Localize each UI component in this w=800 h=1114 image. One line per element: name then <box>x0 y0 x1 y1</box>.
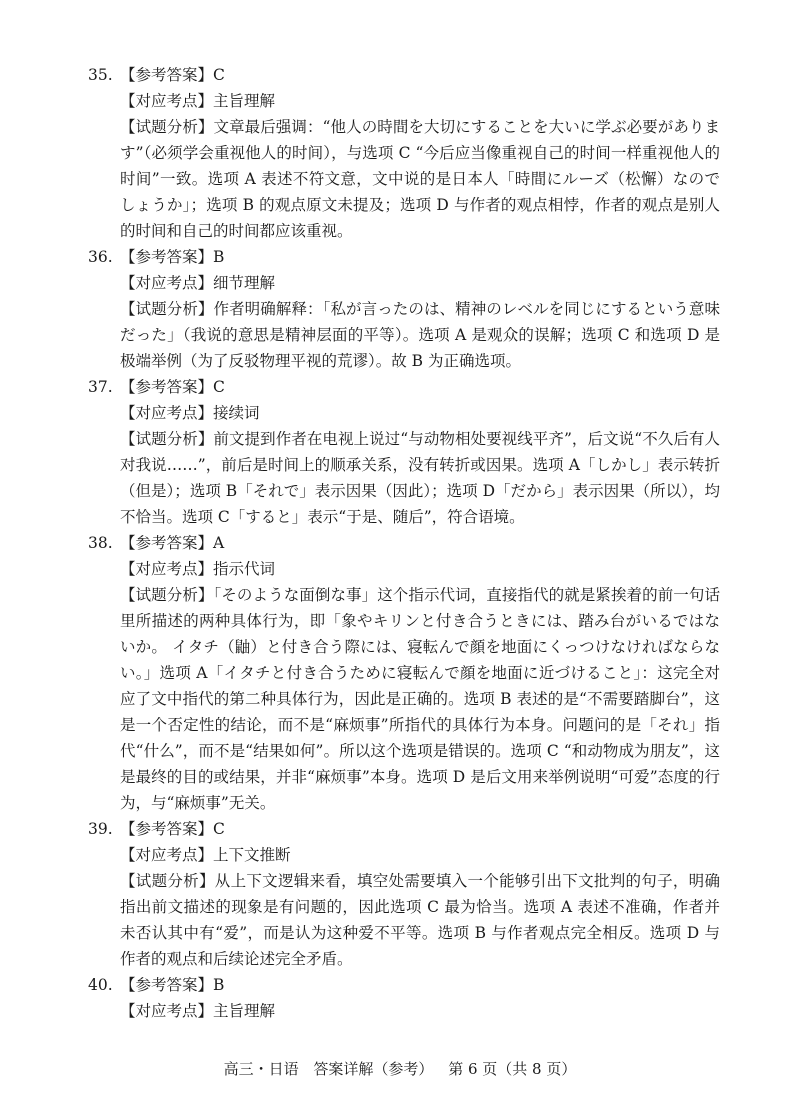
point-line <box>88 88 720 114</box>
answer-label: 【参考答案】 <box>120 976 214 994</box>
analysis-paragraph <box>88 426 720 530</box>
point-line <box>88 556 720 582</box>
analysis-paragraph <box>88 296 720 374</box>
answer-value: B <box>213 976 225 994</box>
answer-line <box>88 374 720 400</box>
point-line <box>88 998 720 1024</box>
point-label: 【对应考点】 <box>120 92 214 110</box>
analysis-text: 「そのような面倒な事」这个指示代词，直接指代的就是紧挨着的前一句话里所描述的两种具体行为，即「象やキリンと付き合うときには、踏み台がいるではないか。 イタチ（鼬）と付き合う際には、寝転んで顔を地面にくっつけなければならない。」选项 A「イタチと付き合うために寝転んで顔を地面に近づけること」：这完全对应了文中指代的第二种具体行为，因此是正确的。选项 B 表述的是“不需要踏脚台”，这是一个否定性的结论，而不是“麻烦事”所指代的具体行为本身。问题问的是「それ」指代“什么”，而不是“结果如何”。所以这个选项是错误的。选项 C “和动物成为朋友”，这是最终的目的或结果，并非“麻烦事”本身。选项 D 是后文用来举例说明“可爱”态度的行为，与“麻烦事”无关。 <box>120 586 720 812</box>
point-label: 【对应考点】 <box>120 560 214 578</box>
question-40 <box>88 972 720 1024</box>
analysis-label: 【试题分析】 <box>120 300 214 318</box>
answer-line <box>88 62 720 88</box>
footer-doc-title: 答案详解（参考） <box>313 1060 434 1078</box>
answer-line <box>88 244 720 270</box>
answer-line <box>88 530 720 556</box>
point-value: 主旨理解 <box>213 92 276 110</box>
answer-line <box>88 816 720 842</box>
analysis-label: 【试题分析】 <box>120 872 215 890</box>
point-value: 接续词 <box>213 404 260 422</box>
question-39 <box>88 816 720 972</box>
answer-value: C <box>213 66 225 84</box>
question-number: 35. <box>88 66 113 84</box>
point-value: 指示代词 <box>213 560 276 578</box>
point-line <box>88 842 720 868</box>
question-38 <box>88 530 720 816</box>
point-label: 【对应考点】 <box>120 404 214 422</box>
point-value: 上下文推断 <box>213 846 291 864</box>
answer-label: 【参考答案】 <box>120 820 214 838</box>
point-label: 【对应考点】 <box>120 846 214 864</box>
analysis-label: 【试题分析】 <box>120 430 214 448</box>
question-number: 36. <box>88 248 113 266</box>
answer-label: 【参考答案】 <box>120 534 214 552</box>
answer-content <box>88 62 720 1024</box>
question-36 <box>88 244 720 374</box>
question-number: 39. <box>88 820 113 838</box>
analysis-paragraph <box>88 868 720 972</box>
analysis-text: 前文提到作者在电视上说过“与动物相处要视线平齐”，后文说“不久后有人对我说……”，前后是时间上的顺承关系，没有转折或因果。选项 A「しかし」表示转折（但是）；选项 B「それで」表示因果（因此）；选项 D「だから」表示因果（所以），均不恰当。选项 C「すると」表示“于是、随后”，符合语境。 <box>120 430 720 526</box>
answer-value: C <box>213 820 225 838</box>
analysis-text: 从上下文逻辑来看，填空处需要填入一个能够引出下文批判的句子，明确指出前文描述的现象是有问题的，因此选项 C 最为恰当。选项 A 表述不准确，作者并未否认其中有“爱”，而是认为这种爱不平等。选项 B 与作者观点完全相反。选项 D 与作者的观点和后续论述完全矛盾。 <box>120 872 720 968</box>
answer-label: 【参考答案】 <box>120 248 214 266</box>
point-label: 【对应考点】 <box>120 274 214 292</box>
analysis-paragraph <box>88 582 720 816</box>
analysis-paragraph <box>88 114 720 244</box>
point-line <box>88 270 720 296</box>
point-value: 主旨理解 <box>213 1002 276 1020</box>
answer-value: C <box>213 378 225 396</box>
answer-line <box>88 972 720 998</box>
footer-page-info: 第 6 页（共 8 页） <box>448 1060 577 1078</box>
analysis-text: 作者明确解释：「私が言ったのは、精神のレベルを同じにするという意味だった」（我说的意思是精神层面的平等）。选项 A 是观众的误解；选项 C 和选项 D 是极端举例（为了反驳物理平视的荒谬）。故 B 为正确选项。 <box>120 300 720 370</box>
analysis-label: 【试题分析】 <box>120 586 214 604</box>
analysis-text: 文章最后强调：“他人の時間を大切にすることを大いに学ぶ必要がありま す”（必须学会重视他人的时间），与选项 C “今后应当像重视自己的时间一样重视他人的时间”一致。选项 A 表述不符文意，文中说的是日本人「時間にルーズ（松懈）なのでしょうか」；选项 B 的观点原文未提及；选项 D 与作者的观点相悖，作者的观点是别人的时间和自己的时间都应该重视。 <box>120 118 720 240</box>
footer-grade-subject: 高三・日语 <box>223 1060 299 1078</box>
point-label: 【对应考点】 <box>120 1002 214 1020</box>
answer-label: 【参考答案】 <box>120 378 214 396</box>
answer-value: B <box>213 248 225 266</box>
analysis-label: 【试题分析】 <box>120 118 214 136</box>
answer-label: 【参考答案】 <box>120 66 214 84</box>
question-37 <box>88 374 720 530</box>
point-line <box>88 400 720 426</box>
question-35 <box>88 62 720 244</box>
question-number: 40. <box>88 976 113 994</box>
page-footer <box>0 1058 800 1080</box>
answer-value: A <box>213 534 225 552</box>
question-number: 38. <box>88 534 113 552</box>
point-value: 细节理解 <box>213 274 276 292</box>
question-number: 37. <box>88 378 113 396</box>
